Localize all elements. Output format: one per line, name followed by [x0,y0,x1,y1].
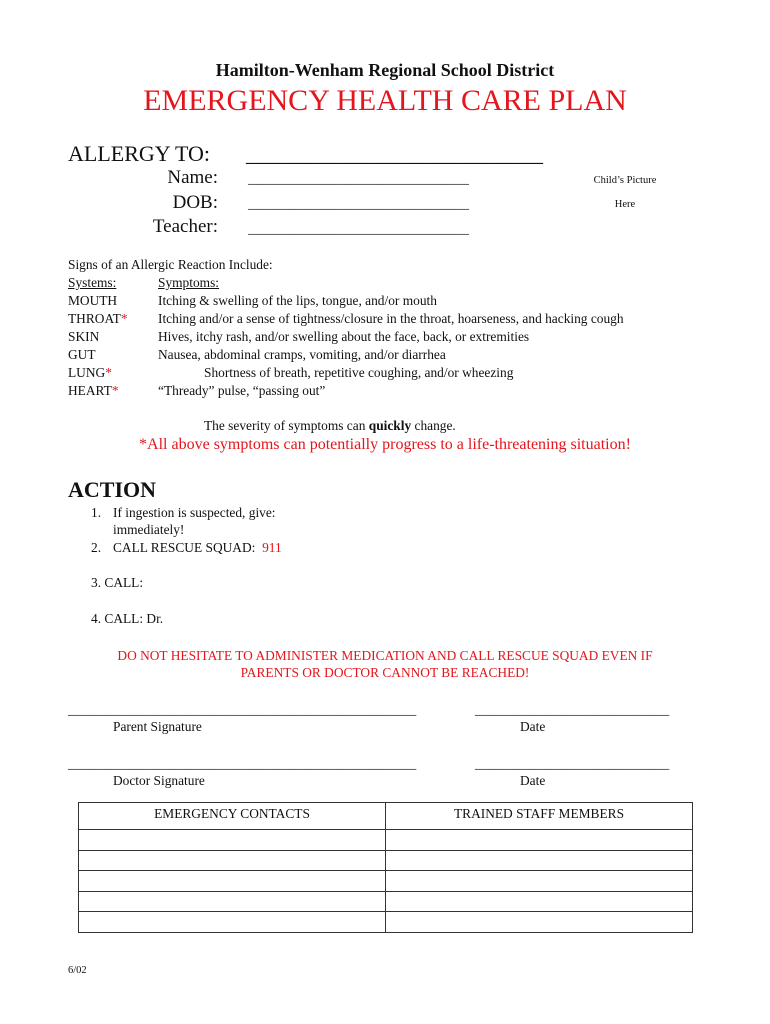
symptom-throat: Itching and/or a sense of tightness/closure in the throat, hoarseness, and hacking cough [158,311,624,326]
symptom-heart: “Thready” pulse, “passing out” [158,383,326,398]
severity-note: The severity of symptoms can quickly change. [204,418,456,433]
trained-staff-cell[interactable] [386,871,693,892]
picture-label: Child’s Picture [593,175,657,186]
life-threat-star: * [120,311,128,326]
symptom-gut: Nausea, abdominal cramps, vomiting, and/or diarrhea [158,347,446,362]
table-row [79,871,693,892]
system-throat: THROAT* [68,311,128,326]
parent-signature-label: Parent Signature [113,719,202,734]
revision-date: 6/02 [68,965,87,976]
trained-staff-cell[interactable] [386,912,693,933]
doctor-signature-line[interactable]: ____________________________________________________ [68,756,417,771]
action-step-3: 3. CALL: [91,575,144,590]
doctor-date-label: Date [520,773,546,788]
emergency-contact-cell[interactable] [79,871,386,892]
action-step-1-num: 1. [91,505,102,520]
form-title: EMERGENCY HEALTH CARE PLAN [143,84,627,117]
action-heading: ACTION [68,477,157,502]
allergy-label: ALLERGY TO: [68,141,210,166]
symptom-mouth: Itching & swelling of the lips, tongue, and/or mouth [158,293,437,308]
dob-label: DOB: [172,192,218,213]
action-step-1: If ingestion is suspected, give: [113,505,276,520]
action-step-2-num: 2. [91,540,102,555]
notice-line-2: PARENTS OR DOCTOR CANNOT BE REACHED! [240,665,530,680]
teacher-label: Teacher: [152,216,218,237]
system-skin: SKIN [68,329,100,344]
action-step-1-cont: immediately! [113,522,185,537]
symptoms-header: Symptoms: [158,275,220,290]
emergency-contact-cell[interactable] [79,850,386,871]
parent-date-line[interactable]: _____________________________ [475,702,670,717]
life-threat-star: * [105,365,112,380]
teacher-line[interactable]: _________________________________ [248,221,469,236]
allergy-line[interactable]: ___________________________ [246,141,543,166]
picture-label-here: Here [614,199,636,210]
table-row [79,891,693,912]
trained-staff-cell[interactable] [386,891,693,912]
notice-line-1: DO NOT HESITATE TO ADMINISTER MEDICATION AND CALL RESCUE SQUAD EVEN IF [117,648,653,663]
doctor-signature-label: Doctor Signature [113,773,205,788]
symptom-lung: Shortness of breath, repetitive coughing, and/or wheezing [204,365,514,380]
rescue-number: 911 [262,540,282,555]
signs-heading: Signs of an Allergic Reaction Include: [68,257,273,272]
table-row [79,850,693,871]
parent-signature-line[interactable]: ____________________________________________________ [68,702,417,717]
systems-header: Systems: [68,275,117,290]
system-lung: LUNG* [68,365,112,380]
action-step-4: 4. CALL: Dr. [91,611,164,626]
emergency-contact-cell[interactable] [79,830,386,851]
table-row [79,830,693,851]
parent-date-label: Date [520,719,546,734]
name-label: Name: [167,167,218,188]
table-row [79,912,693,933]
emergency-contact-cell[interactable] [79,891,386,912]
system-gut: GUT [68,347,96,362]
emergency-contact-cell[interactable] [79,912,386,933]
system-heart: HEART* [68,383,119,398]
trained-staff-header: TRAINED STAFF MEMBERS [386,803,693,830]
trained-staff-cell[interactable] [386,850,693,871]
contacts-table [78,802,693,933]
doctor-date-line[interactable]: _____________________________ [475,756,670,771]
district-name: Hamilton-Wenham Regional School District [215,60,555,80]
dob-line[interactable]: _________________________________ [248,196,469,211]
name-line[interactable]: _________________________________ [248,171,469,186]
warning-note: *All above symptoms can potentially progress to a life-threatening situation! [139,436,631,453]
life-threat-star: * [111,383,119,398]
symptom-skin: Hives, itchy rash, and/or swelling about the face, back, or extremities [158,329,530,344]
emergency-contacts-header: EMERGENCY CONTACTS [79,803,386,830]
system-mouth: MOUTH [68,293,118,308]
trained-staff-cell[interactable] [386,830,693,851]
action-step-2: CALL RESCUE SQUAD: 911 [113,540,282,555]
